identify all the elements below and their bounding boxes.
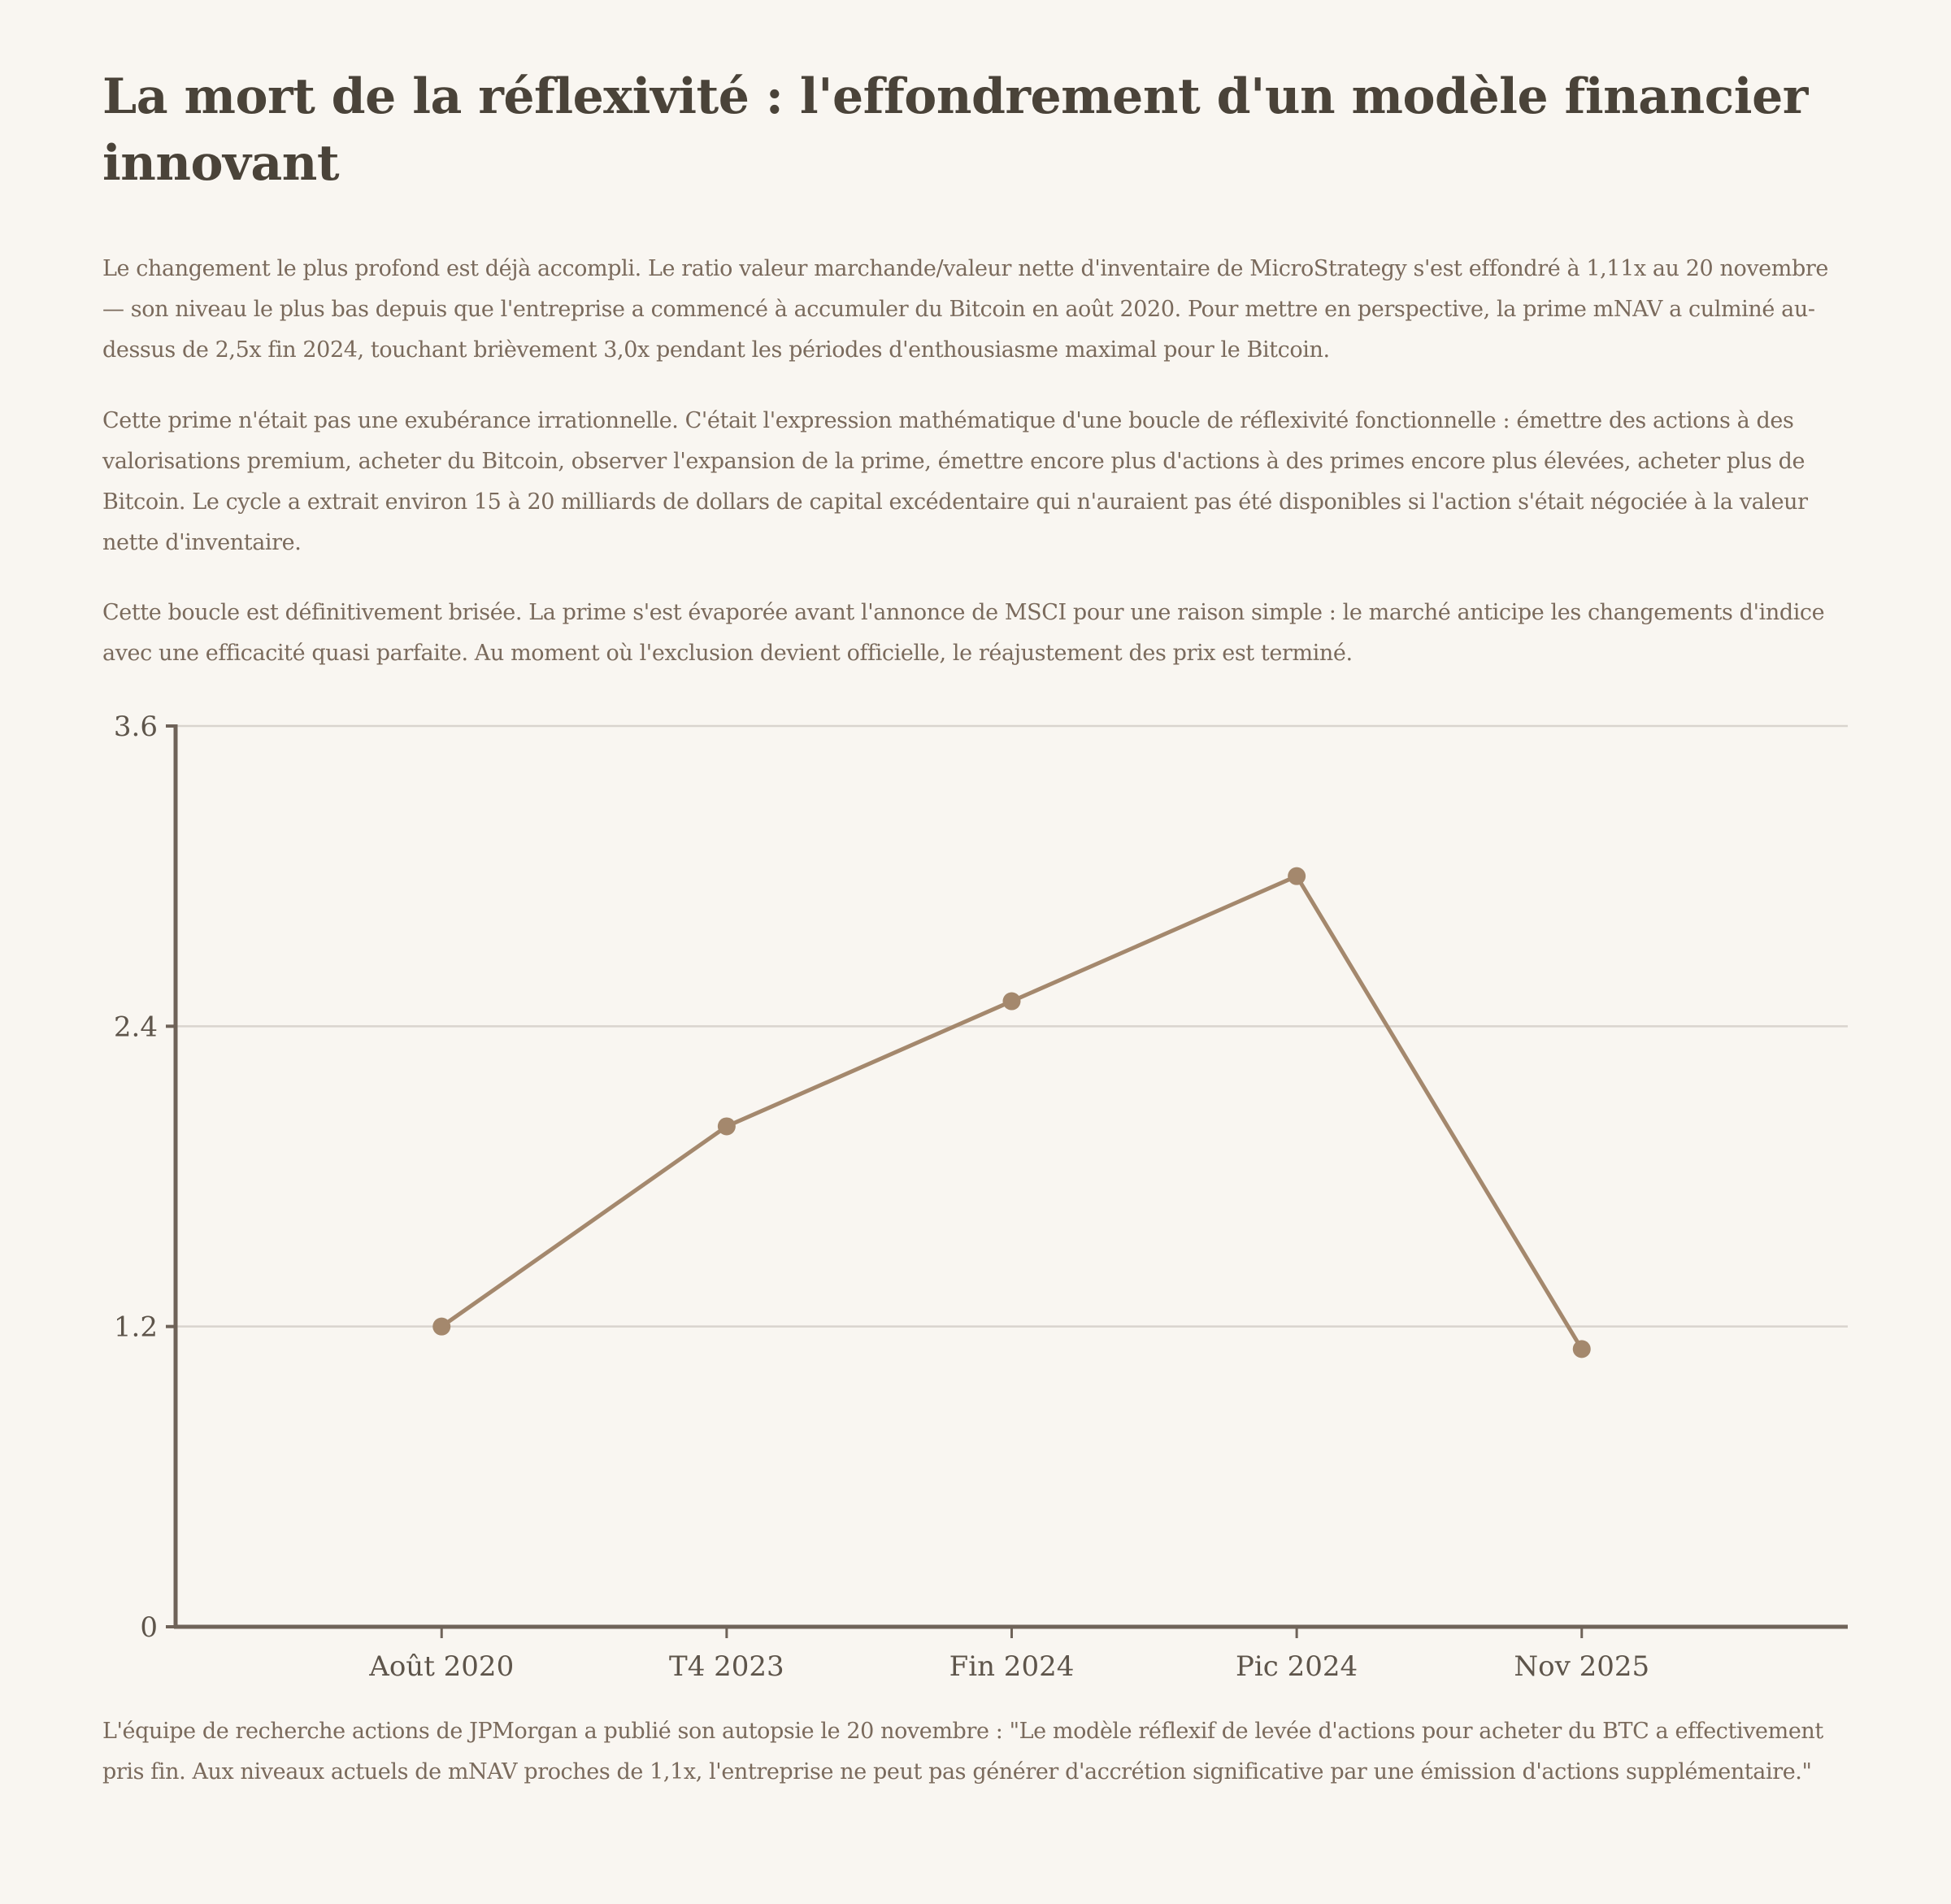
x-tick-label-4: Nov 2025 [1514,1650,1650,1683]
y-tick-label-2: 2.4 [113,1011,158,1044]
x-tick-label-1: T4 2023 [669,1650,784,1683]
x-tick-label-0: Août 2020 [369,1650,515,1683]
x-tick-label-3: Pic 2024 [1236,1650,1358,1683]
y-tick-labels [114,711,176,1644]
series-mnav [432,867,1591,1358]
data-point-4 [1573,1340,1591,1358]
axes [174,724,1848,1628]
data-point-0 [432,1318,450,1336]
y-tick-label-0: 0 [140,1611,158,1644]
data-point-1 [718,1117,736,1135]
series-line-0 [441,876,1582,1350]
x-tick-label-2: Fin 2024 [949,1650,1075,1683]
paragraph-3: Cette boucle est définitivement brisée. La prime s'est évaporée avant l'annonce de MSCI pour une raison simple : le marché anticipe les changements d'indice avec une efficacité quasi parfaite. Au moment où l'exclusion devient officielle, le réajustement des prix est terminé. [102,600,1825,666]
paragraph-2: Cette prime n'était pas une exubérance irrationnelle. C'était l'expression mathématique d'une boucle de réflexivité fonctionnelle : émettre des actions à des valorisations premium, acheter du Bitcoin, observer l'expansion de la prime, émettre encore plus d'actions à des primes encore plus élevées, acheter plus de Bitcoin. Le cycle a extrait environ 15 à 20 milliards de dollars de capital excédentaire qui n'auraient pas été disponibles si l'action s'était négociée à la valeur nette d'inventaire. [102,408,1808,555]
grid-lines [176,726,1848,1327]
article-title: La mort de la réflexivité : l'effondrement d'un modèle financier innovant [102,68,1808,192]
paragraph-1: Le changement le plus profond est déjà accompli. Le ratio valeur marchande/valeur nette d'inventaire de MicroStrategy s'est effondré à 1,11x au 20 novembre — son niveau le plus bas depuis que l'entreprise a commencé à accumuler du Bitcoin en août 2020. Pour mettre en perspective, la prime mNAV a culminé au-dessus de 2,5x fin 2024, touchant brièvement 3,0x pendant les périodes d'enthousiasme maximal pour le Bitcoin. [102,256,1828,363]
y-tick-label-1: 1.2 [113,1311,158,1344]
data-point-2 [1003,993,1021,1011]
y-tick-label-3: 3.6 [113,711,158,743]
paragraph-4: L'équipe de recherche actions de JPMorgan a publié son autopsie le 20 novembre : "Le modèle réflexif de levée d'actions pour acheter du BTC a effectivement pris fin. Aux niveaux actuels de mNAV proches de 1,1x, l'entreprise ne peut pas générer d'accrétion significative par une émission d'actions supplémentaire." [102,1719,1823,1784]
x-tick-labels [368,1627,1649,1683]
data-point-3 [1288,867,1306,885]
